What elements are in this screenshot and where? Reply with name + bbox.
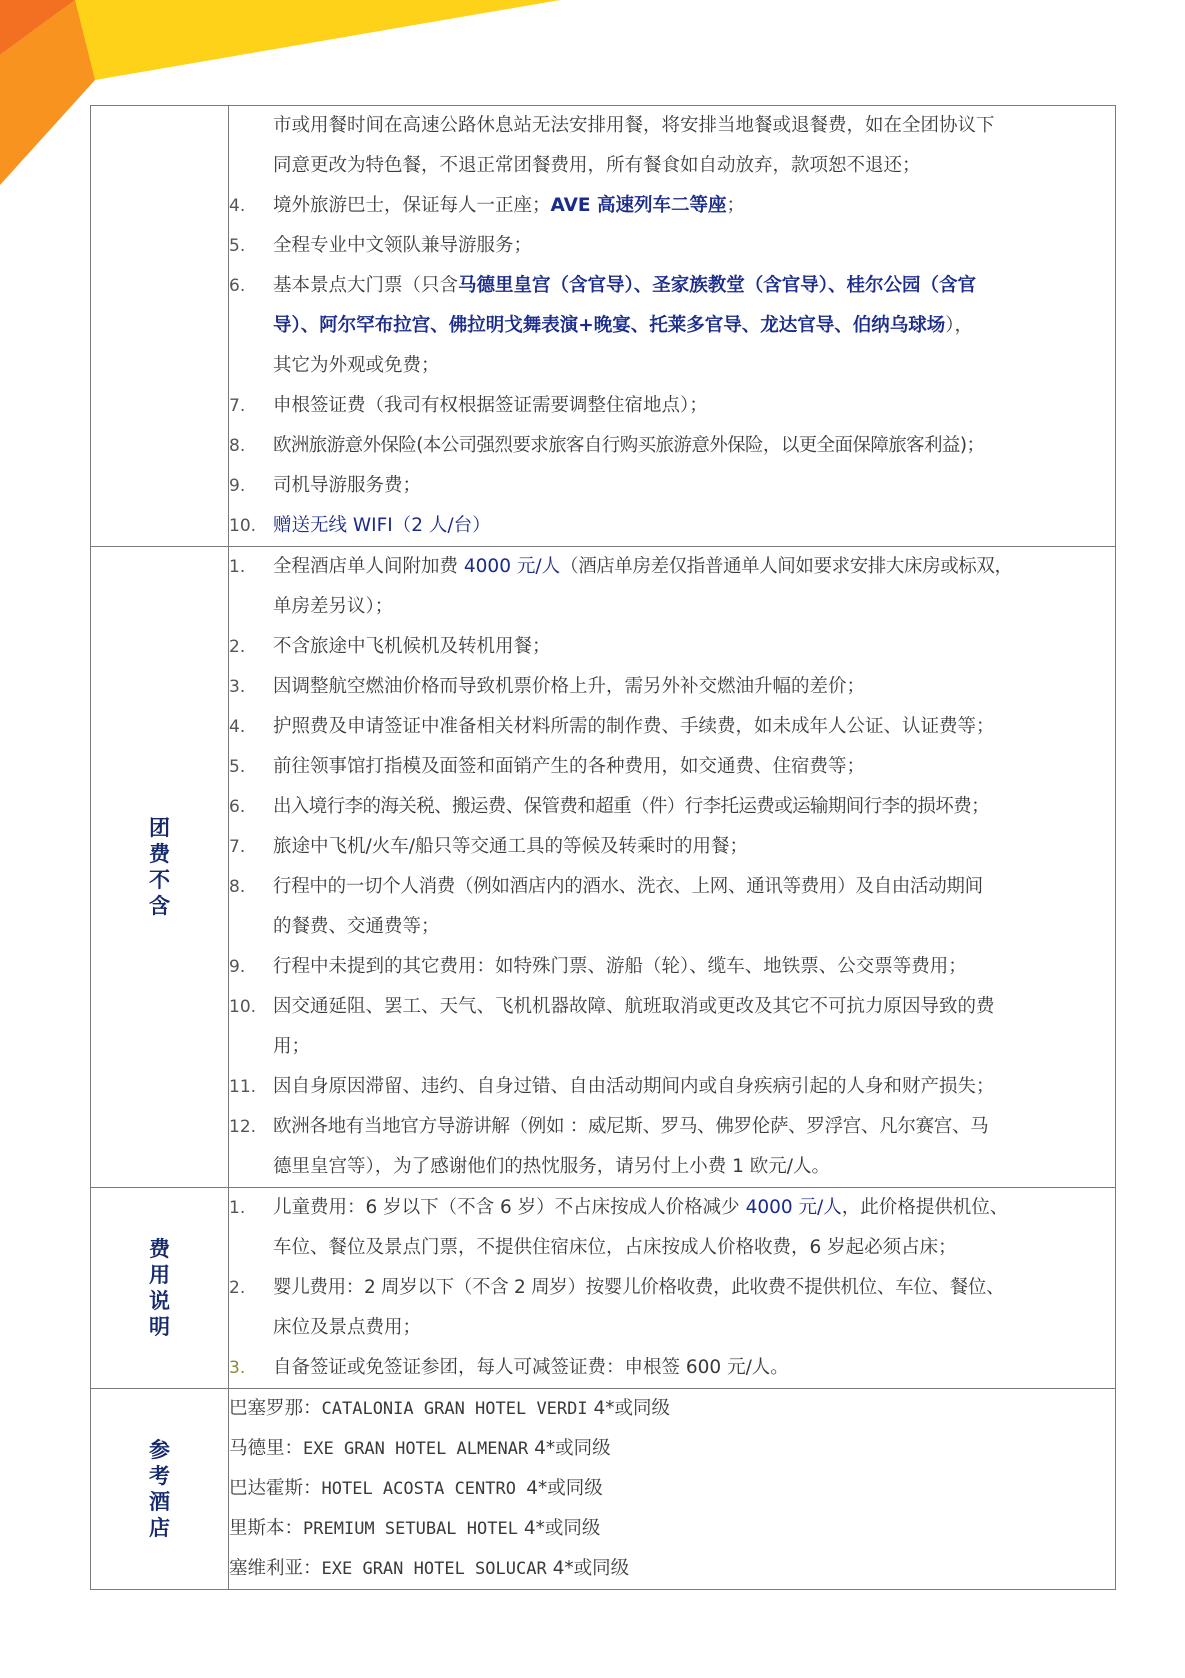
list-item: 车位、餐位及景点门票，不提供住宿床位，占床按成人价格收费，6 岁起必须占床； (273, 1237, 957, 1258)
hotel-row: 里斯本：PREMIUM SETUBAL HOTEL 4*或同级 (229, 1518, 601, 1539)
list-item: 用； (273, 1036, 311, 1057)
list-item: 10. 因交通延阻、罢工、天气、飞机机器故障、航班取消或更改及其它不可抗力原因导致的费 (229, 996, 995, 1017)
list-item: 8. 欧洲旅游意外保险(本公司强烈要求旅客自行购买旅游意外保险，以更全面保障旅客利益)； (229, 435, 985, 456)
excluded-section (91, 547, 1116, 1188)
included-label-cell (91, 106, 229, 547)
hotel-row: 马德里：EXE GRAN HOTEL ALMENAR 4*或同级 (229, 1438, 611, 1459)
list-item: 9. 司机导游服务费； (229, 475, 422, 496)
list-item: 6. 基本景点大门票（只含马德里皇宫（含官导）、圣家族教堂（含官导）、桂尔公园（含官 (229, 275, 977, 296)
included-content (229, 106, 1116, 547)
list-item: 4. 境外旅游巴士，保证每人一正座；AVE 高速列车二等座； (229, 195, 745, 216)
list-item: 6. 出入境行李的海关税、搬运费、保管费和超重（件）行李托运费或运输期间行李的损坏费； (229, 796, 990, 817)
list-item: 11. 因自身原因滞留、违约、自身过错、自由活动期间内或自身疾病引起的人身和财产损失； (229, 1076, 995, 1097)
excluded-label: 团费不含 (91, 547, 229, 1188)
list-item: 2. 婴儿费用：2 周岁以下（不含 2 周岁）按婴儿价格收费，此收费不提供机位、车位、餐位、 (229, 1277, 1005, 1298)
list-item: 导）、阿尔罕布拉宫、佛拉明戈舞表演+晚宴、托莱多官导、龙达官导、伯纳乌球场）， (273, 315, 974, 336)
list-item: 4. 护照费及申请签证中准备相关材料所需的制作费、手续费，如未成年人公证、认证费等； (229, 716, 995, 737)
hotel-row: 巴塞罗那：CATALONIA GRAN HOTEL VERDI 4*或同级 (229, 1398, 671, 1419)
itinerary-fee-table (90, 105, 1116, 1590)
fee-notes-label: 费用说明 (91, 1188, 229, 1389)
list-item: 7. 旅途中飞机/火车/船只等交通工具的等候及转乘时的用餐； (229, 836, 748, 857)
list-item: 1. 儿童费用：6 岁以下（不含 6 岁）不占床按成人价格减少 4000 元/人，此价格提供机位、 (229, 1197, 1009, 1218)
list-item: 德里皇宫等），为了感谢他们的热忱服务，请另付上小费 1 欧元/人。 (273, 1156, 831, 1177)
list-item: 2. 不含旅途中飞机候机及转机用餐； (229, 636, 551, 657)
list-item: 5. 前往领事馆打指模及面签和面销产生的各种费用，如交通费、住宿费等； (229, 756, 866, 777)
included-section (91, 106, 1116, 547)
hotel-row: 巴达霍斯：HOTEL ACOSTA CENTRO 4*或同级 (229, 1478, 603, 1499)
list-item: 的餐费、交通费等； (273, 916, 440, 937)
list-item: 5. 全程专业中文领队兼导游服务； (229, 235, 533, 256)
list-item: 床位及景点费用； (273, 1317, 422, 1338)
list-item: 8. 行程中的一切个人消费（例如酒店内的酒水、洗衣、上网、通讯等费用）及自由活动期间 (229, 876, 983, 897)
list-item: 7. 申根签证费（我司有权根据签证需要调整住宿地点）； (229, 395, 708, 416)
hotels-label: 参考酒店 (91, 1389, 229, 1590)
list-item: 3. 因调整航空燃油价格而导致机票价格上升，需另外补交燃油升幅的差价； (229, 676, 866, 697)
list-item: 10. 赠送无线 WIFI（2 人/台） (229, 515, 491, 536)
list-item: 12. 欧洲各地有当地官方导游讲解（例如 ：威尼斯、罗马、佛罗伦萨、罗浮宫、凡尔赛宫、马 (229, 1116, 989, 1137)
list-item: 市或用餐时间在高速公路休息站无法安排用餐，将安排当地餐或退餐费，如在全团协议下 (273, 115, 995, 136)
list-item: 3. 自备签证或免签证参团，每人可减签证费：申根签 600 元/人。 (229, 1357, 789, 1378)
excluded-content (229, 547, 1116, 1188)
list-item: 9. 行程中未提到的其它费用：如特殊门票、游船（轮）、缆车、地铁票、公交票等费用； (229, 956, 967, 977)
fee-notes-content (229, 1188, 1116, 1389)
list-item: 1. 全程酒店单人间附加费 4000 元/人（酒店单房差仅指普通单人间如要求安排大床房或标双， (229, 556, 1013, 577)
fee-notes-section (91, 1188, 1116, 1389)
list-item: 其它为外观或免费； (273, 355, 440, 376)
hotels-content (229, 1389, 1116, 1590)
hotel-row: 塞维利亚：EXE GRAN HOTEL SOLUCAR 4*或同级 (229, 1558, 630, 1579)
list-item: 单房差另议）； (273, 596, 394, 617)
list-item: 同意更改为特色餐，不退正常团餐费用，所有餐食如自动放弃，款项恕不退还； (273, 155, 921, 176)
hotels-section (91, 1389, 1116, 1590)
